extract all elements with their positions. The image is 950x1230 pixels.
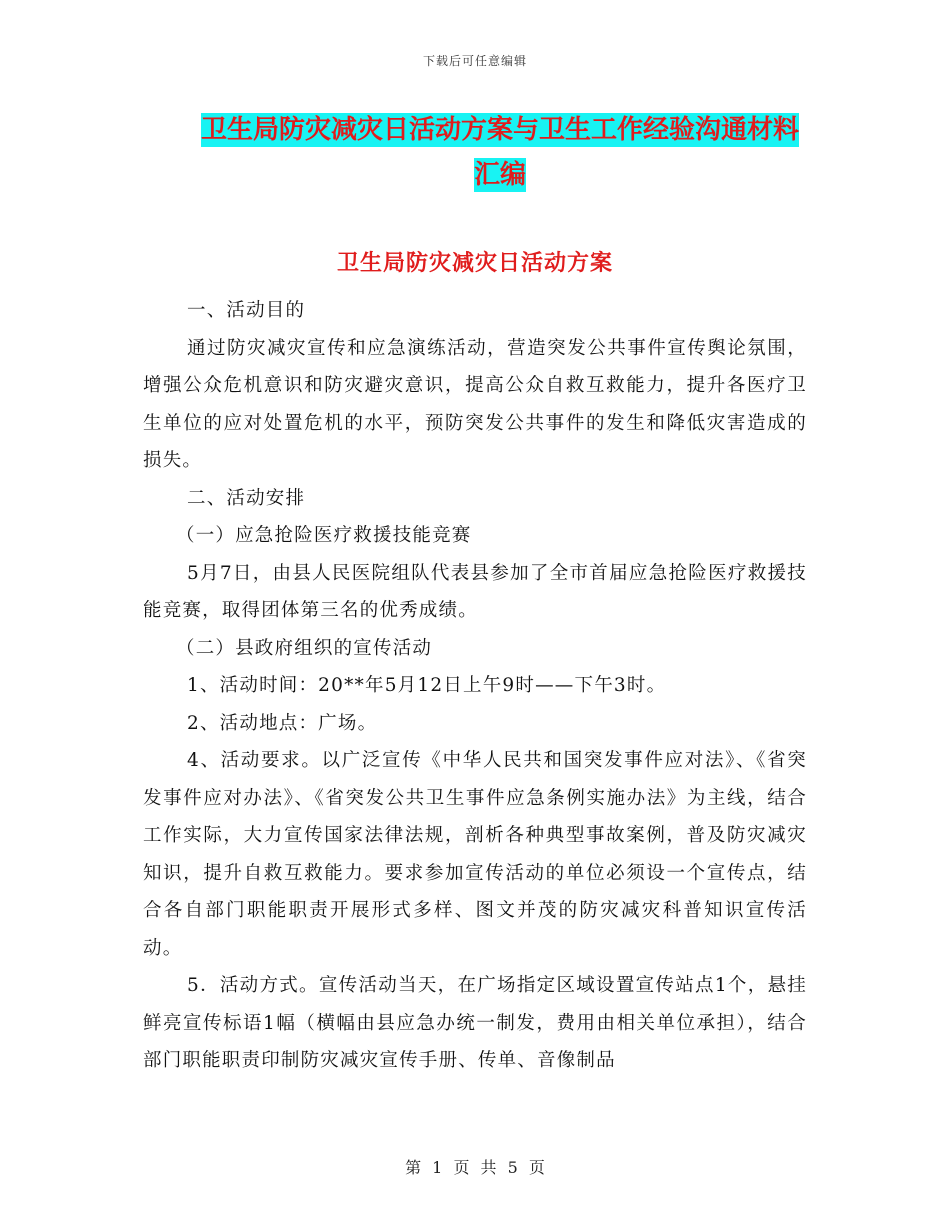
header-note: 下载后可任意编辑 [422, 54, 527, 68]
subheading-competition: （一）应急抢险医疗救援技能竞赛 [176, 525, 472, 546]
main-title-line1: 卫生局防灾减灾日活动方案与卫生工作经验沟通材料 [200, 115, 799, 145]
page-footer: 第 1 页 共 5 页 [405, 1158, 545, 1177]
main-title-line2: 汇编 [473, 160, 526, 190]
main-title [180, 108, 820, 198]
heading-activity-arrangement: 二、活动安排 [187, 487, 306, 509]
paragraph-requirements: 4、活动要求。以广泛宣传《中华人民共和国突发事件应对法》、《省突发事件应对办法》、《省突发公共卫生事件应急条例实施办法》为主线，结合工作实际，大力宣传国家法律法规，剖析各种典型事故案例，普及防灾减灾知识，提升自救互救能力。要求参加宣传活动的单位必须设一个宣传点，结合各自部门职能职责开展形式多样、图文并茂的防灾减灾科普知识宣传活动。 [143, 750, 807, 959]
document-body [143, 292, 807, 1080]
subheading-publicity: （二）县政府组织的宣传活动 [176, 637, 433, 659]
paragraph-method: 5．活动方式。宣传活动当天，在广场指定区域设置宣传站点1个，悬挂鲜亮宣传标语1幅（横幅由县应急办统一制发，费用由相关单位承担），结合部门职能职责印制防灾减灾宣传手册、传单、音像制品 [143, 975, 807, 1071]
paragraph-purpose: 通过防灾减灾宣传和应急演练活动，营造突发公共事件宣传舆论氛围，增强公众危机意识和防灾避灾意识，提高公众自救互救能力，提升各医疗卫生单位的应对处置危机的水平，预防突发公共事件的发生和降低灾害造成的损失。 [143, 337, 807, 471]
paragraph-time: 1、活动时间：20**年5月12日上午9时——下午3时。 [187, 675, 667, 696]
paragraph-competition: 5月7日，由县人民医院组队代表县参加了全市首届应急抢险医疗救援技能竞赛，取得团体第三名的优秀成绩。 [143, 562, 807, 621]
paragraph-location: 2、活动地点：广场。 [187, 712, 378, 734]
heading-activity-purpose: 一、活动目的 [187, 300, 306, 321]
section-title: 卫生局防灾减灾日活动方案 [336, 250, 613, 276]
